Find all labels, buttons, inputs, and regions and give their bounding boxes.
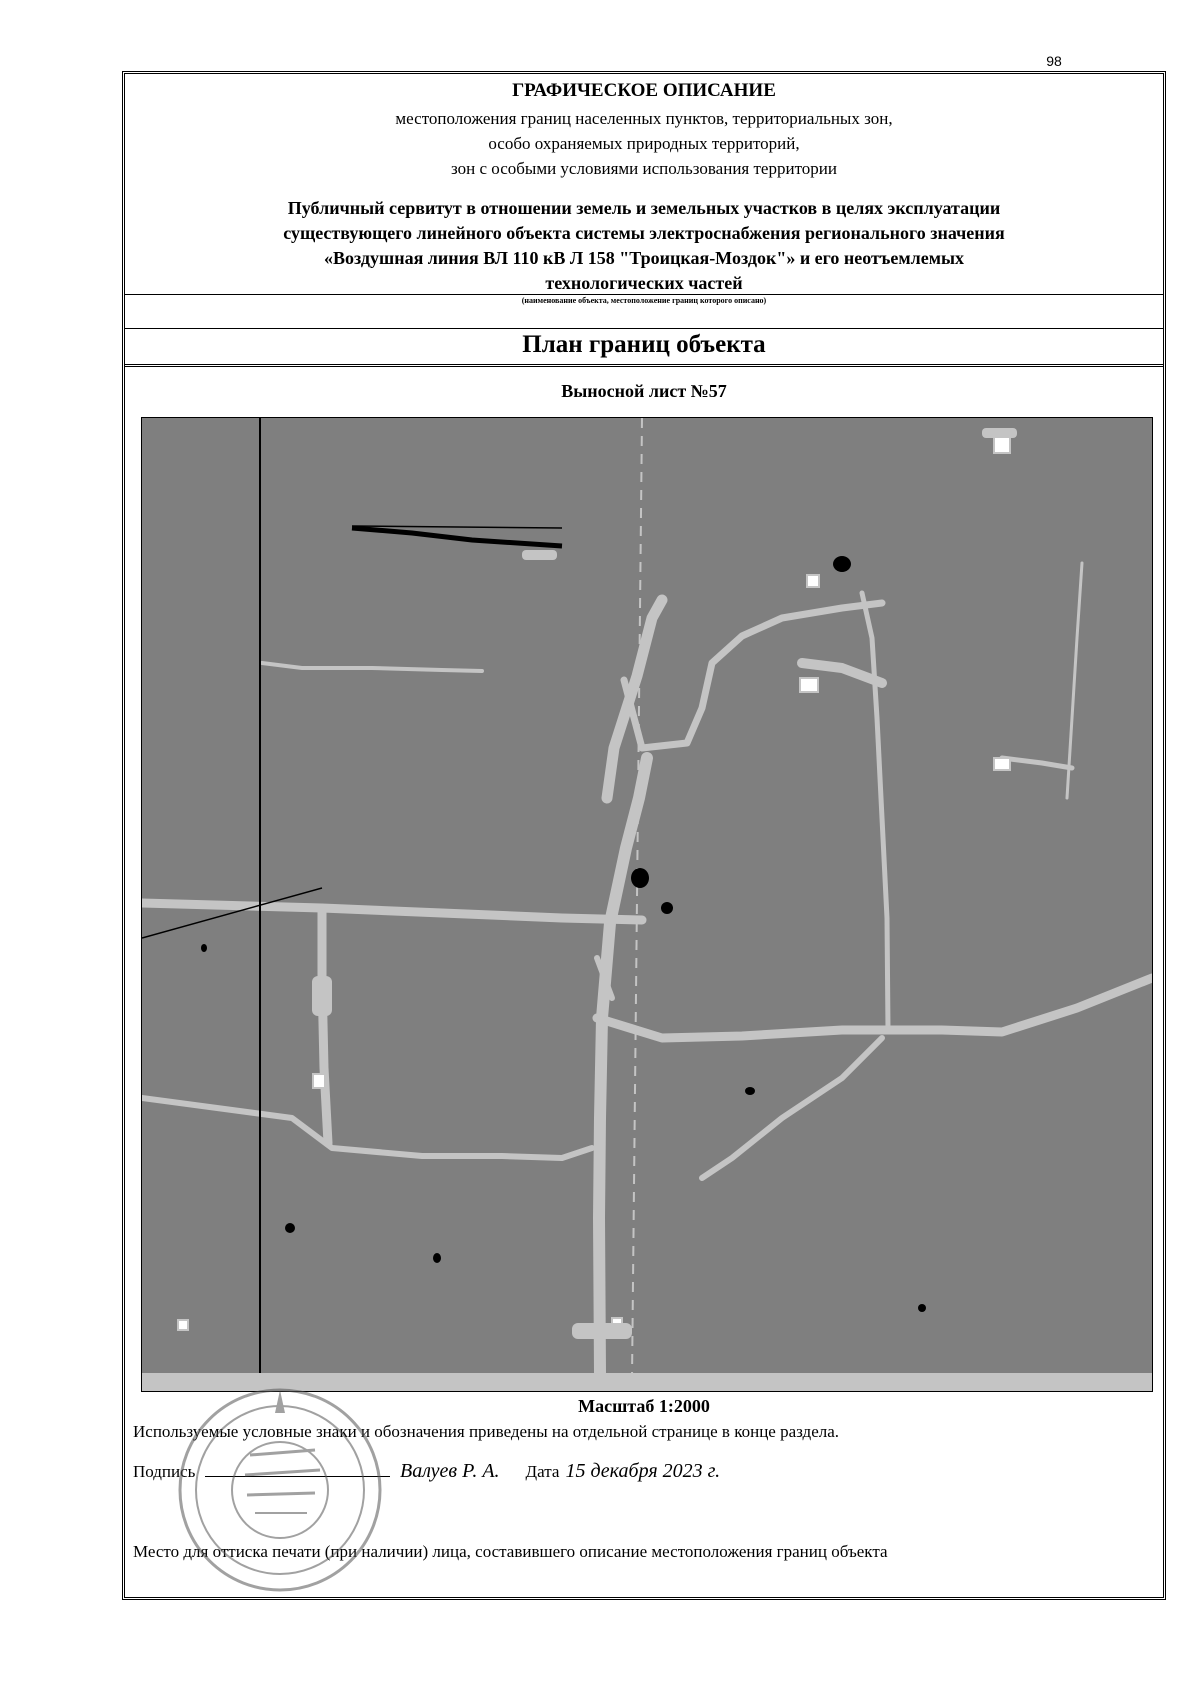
divider: [125, 364, 1163, 367]
document-frame: [122, 71, 1166, 1600]
page-number: 98: [1046, 53, 1062, 69]
object-line-2: существующего линейного объекта системы электроснабжения регионального значения: [283, 223, 1005, 243]
map-plan: [141, 417, 1153, 1392]
seal-stamp: [175, 1385, 385, 1595]
divider: [125, 294, 1163, 295]
map-scale: Масштаб 1:2000: [578, 1396, 710, 1416]
doc-title: ГРАФИЧЕСКОЕ ОПИСАНИЕ: [512, 80, 776, 101]
legend-note: Используемые условные знаки и обозначения приведены на отдельной странице в конце раздела.: [133, 1422, 840, 1441]
object-line-4: технологических частей: [545, 273, 743, 293]
signature-label: Подпись: [133, 1462, 196, 1481]
subtitle-line-3: зон с особыми условиями использования территории: [451, 159, 837, 178]
object-line-3: «Воздушная линия ВЛ 110 кВ Л 158 "Троицкая-Моздок"» и его неотъемлемых: [323, 248, 965, 268]
sheet-title: Выносной лист №57: [561, 381, 727, 401]
signer-name: Валуев Р. А.: [400, 1460, 500, 1482]
object-line-1: Публичный сервитут в отношении земель и земельных участков в целях эксплуатации: [287, 198, 1001, 218]
divider: [125, 328, 1163, 329]
subtitle-line-2: особо охраняемых природных территорий,: [488, 134, 800, 153]
subtitle-line-1: местоположения границ населенных пунктов, территориальных зон,: [395, 109, 893, 128]
date-value: 15 декабря 2023 г.: [565, 1460, 721, 1482]
plan-title: План границ объекта: [522, 331, 766, 358]
stamp-note: Место для оттиска печати (при наличии) лица, составившего описание местоположения границ объекта: [133, 1542, 888, 1561]
date-label: Дата: [525, 1462, 560, 1481]
object-caption: (наименование объекта, местоположение границ которого описано): [521, 296, 767, 305]
map-image: [142, 418, 1152, 1391]
